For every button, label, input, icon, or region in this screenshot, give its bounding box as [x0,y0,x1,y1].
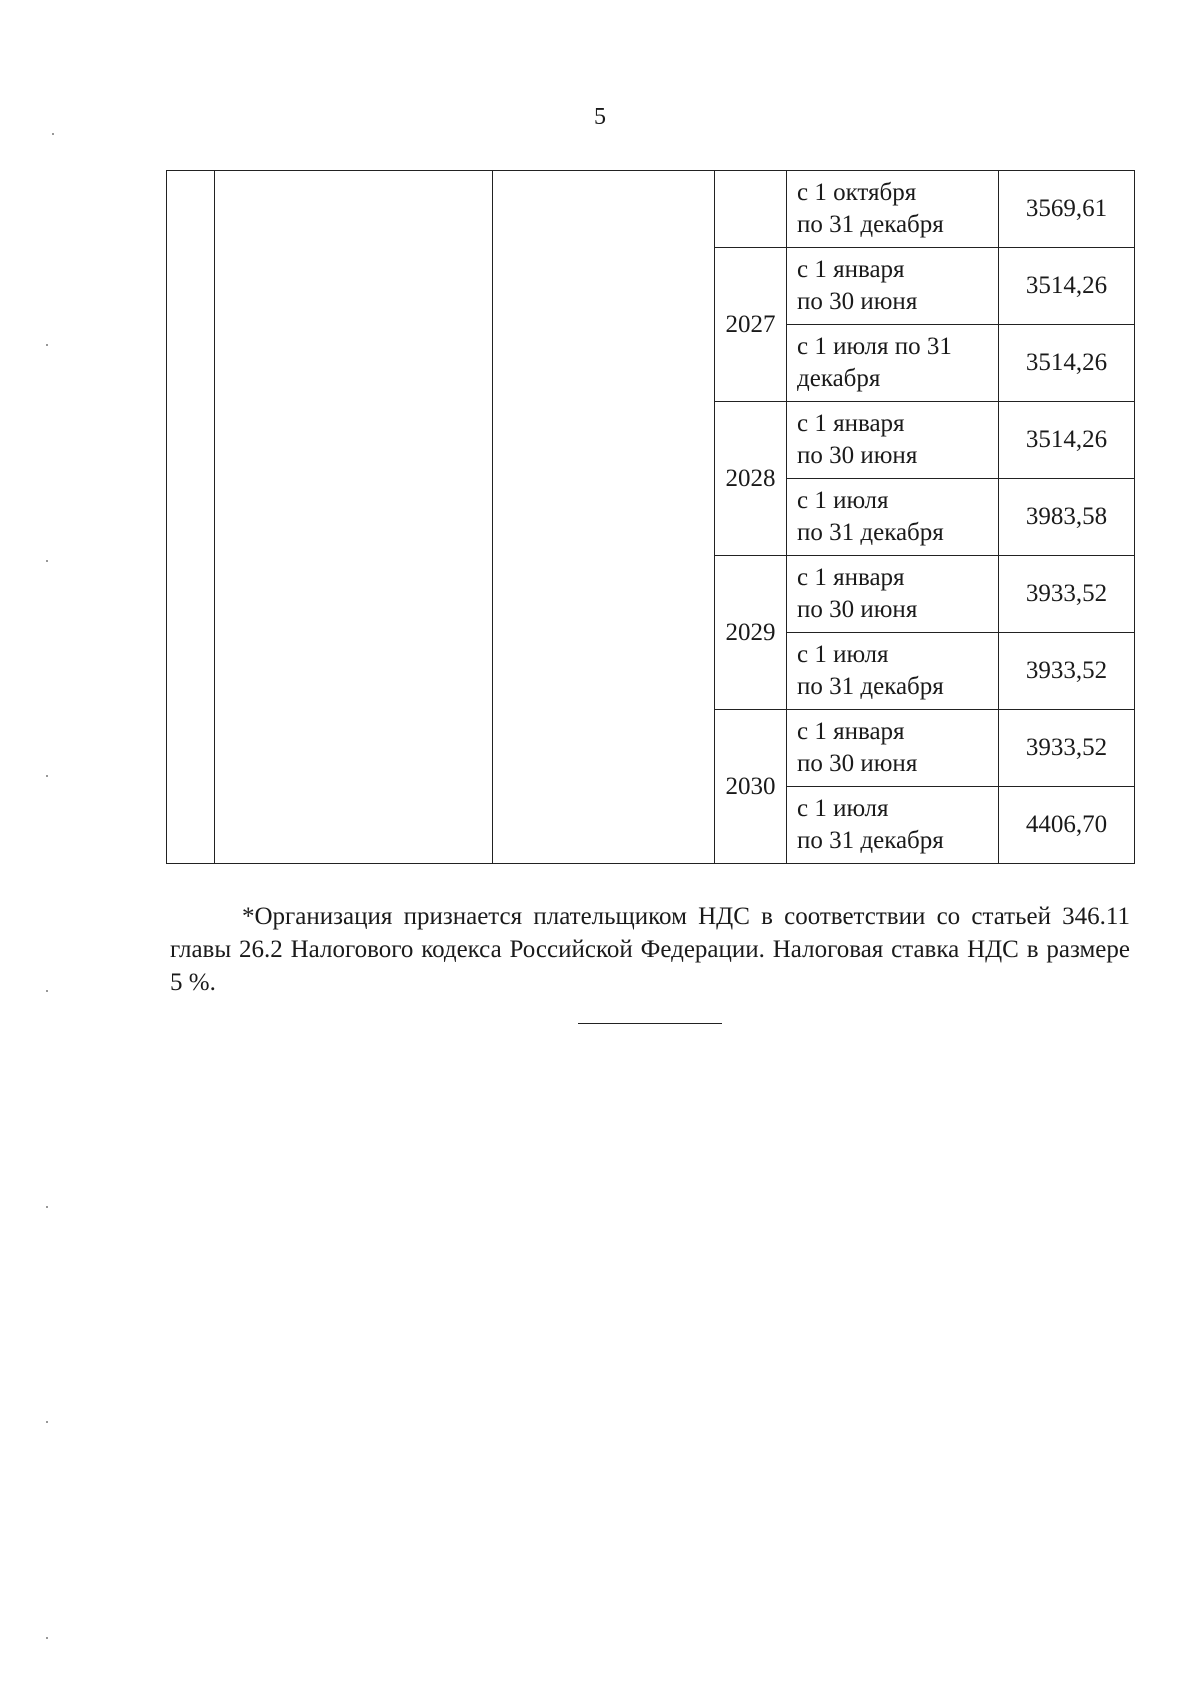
year-cell: 2029 [715,556,787,710]
scan-dot [46,560,48,562]
rate-cell: 3514,26 [999,248,1135,325]
period-cell [787,479,999,556]
table-row [167,171,1135,248]
scan-dot [46,344,48,346]
period-cell [787,325,999,402]
period-line: с 1 октября [797,179,917,206]
period-cell [787,556,999,633]
scan-dot [52,133,54,135]
period-line: по 31 декабря [797,211,944,238]
period-cell [787,710,999,787]
scan-dot [46,775,48,777]
period-line: по 31 декабря [797,519,944,546]
period-line: с 1 января [797,256,905,283]
scan-dot [46,1206,48,1208]
period-line: с 1 июля по 31 [797,333,952,360]
rate-cell: 3569,61 [999,171,1135,248]
rate-cell: 3933,52 [999,633,1135,710]
year-cell [715,171,787,248]
year-cell: 2027 [715,248,787,402]
tariff-table [166,170,1135,864]
period-line: с 1 июля [797,795,889,822]
organization-column-cell [215,171,493,864]
period-line: с 1 июля [797,641,889,668]
period-cell [787,171,999,248]
year-cell: 2030 [715,710,787,864]
category-column-cell [493,171,715,864]
rate-cell: 3983,58 [999,479,1135,556]
period-cell [787,787,999,864]
period-cell [787,248,999,325]
period-line: декабря [797,365,881,392]
period-cell [787,402,999,479]
period-line: с 1 июля [797,487,889,514]
period-line: с 1 января [797,564,905,591]
rate-cell: 3933,52 [999,556,1135,633]
scan-dot [46,1421,48,1423]
rate-cell: 3514,26 [999,402,1135,479]
scan-dot [46,1637,48,1639]
footnote: *Организация признается плательщиком НДС в соответствии со статьей 346.11 главы 26.2 Налогового кодекса Российской Федерации. Налоговая ставка НДС в размере 5 %. [170,903,1130,996]
year-cell: 2028 [715,402,787,556]
period-line: по 30 июня [797,750,918,777]
rate-cell: 4406,70 [999,787,1135,864]
end-rule [578,1023,722,1024]
period-cell [787,633,999,710]
number-column-cell [167,171,215,864]
period-line: по 30 июня [797,442,918,469]
period-line: по 31 декабря [797,827,944,854]
rate-cell: 3514,26 [999,325,1135,402]
period-line: с 1 января [797,718,905,745]
page-number: 5 [594,104,606,130]
period-line: по 31 декабря [797,673,944,700]
scan-dot [46,990,48,992]
rate-cell: 3933,52 [999,710,1135,787]
period-line: по 30 июня [797,288,918,315]
period-line: по 30 июня [797,596,918,623]
period-line: с 1 января [797,410,905,437]
